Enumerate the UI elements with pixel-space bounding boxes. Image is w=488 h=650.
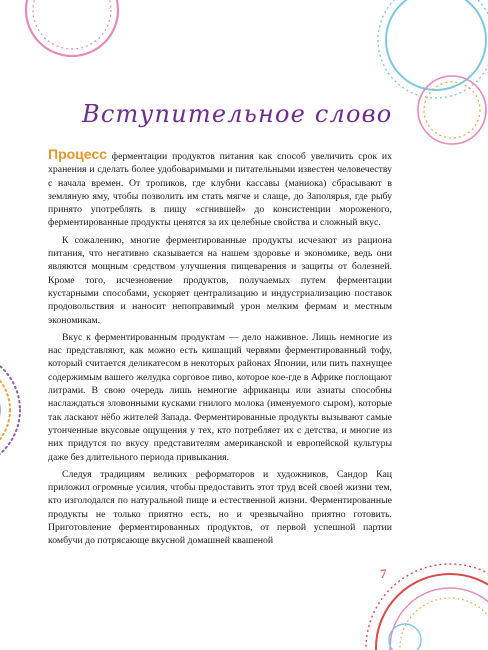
body-text bbox=[48, 148, 392, 552]
circle-orange-bottom bbox=[400, 598, 488, 650]
paragraph-2: К сожалению, многие ферментированные продукты исчезают из рациона питания, что негативно сказывается на нашем здоровье и экономике, ведь они являются мощным средством улучшения пищеварения и защиты от болезней. Кроме того, исчезновение продуктов, получаемых путем ферментации кустарными способами, ускоряет централизацию и индустриализацию поставок продовольствия и наносит непоправимый урон мелким фермам и местным экономикам. bbox=[48, 234, 392, 326]
circle-blue-dotted bbox=[378, 0, 488, 98]
paragraph-3: Вкус к ферментированным продуктам — дело наживное. Лишь немногие из нас представляют, как можно есть кишащий червями ферментированный тофу, который считается деликатесом в некоторых районах Японии, или пить пахнущее содержимым вашего желудка сорговое пиво, которое кое-где в Африке поглощают литрами. В свою очередь лишь немногие африканцы или азиаты способны наслаждаться зловонными кусками гнилого молока (именуемого сыром), которые так ласкают нёбо жителей Запада. Ферментированные продукты вызывают самые утонченные вкусовые ощущения у тех, кто потребляет их с детства, и многие из них придутся по вкусу представителям американской и европейской культуры даже без длительного периода привыкания. bbox=[48, 331, 392, 463]
page-number: 7 bbox=[380, 566, 387, 581]
paragraph-4: Следуя традициям великих реформаторов и художников, Сандор Кац приложил огромные усилия, чтобы предоставить этот труд всей своей жизни тем, кто изголодался по натуральной пище и естественной жизни. Ферментированные продукты не только приятно есть, но и чрезвычайно приятно готовить. Приготовление ферментированных продуктов, от первой успешной партии комбучи до потрясающе вкусной домашней квашеной bbox=[48, 468, 392, 547]
circle-pink-right bbox=[418, 76, 486, 144]
paragraph-1-text: ферментации продуктов питания как способ увеличить срок их хранения и сделать более удобоваримыми и питательными известен человечеству с начала времен. От тропиков, где клубни кассавы (маниока) сбрасывают в земляную яму, чтобы позволить им стать мягче и слаще, до Заполярья, где рыбу принято употреблять в пищу «сгнившей» до консистенции мороженого, ферментированные продукты ценятся за их целебные свойства и сложный вкус. bbox=[48, 151, 392, 229]
circle-blue-solid bbox=[386, 0, 486, 90]
drop-word: Процесс bbox=[48, 146, 107, 162]
page-title: Вступительное слово bbox=[82, 100, 393, 128]
circle-blue-small bbox=[389, 624, 421, 650]
paragraph-1 bbox=[48, 148, 392, 230]
circle-pink-outer bbox=[26, 0, 118, 56]
circle-pink-bottom bbox=[390, 588, 488, 650]
circle-pink-inner bbox=[33, 0, 111, 49]
circle-red-solid bbox=[376, 574, 488, 650]
